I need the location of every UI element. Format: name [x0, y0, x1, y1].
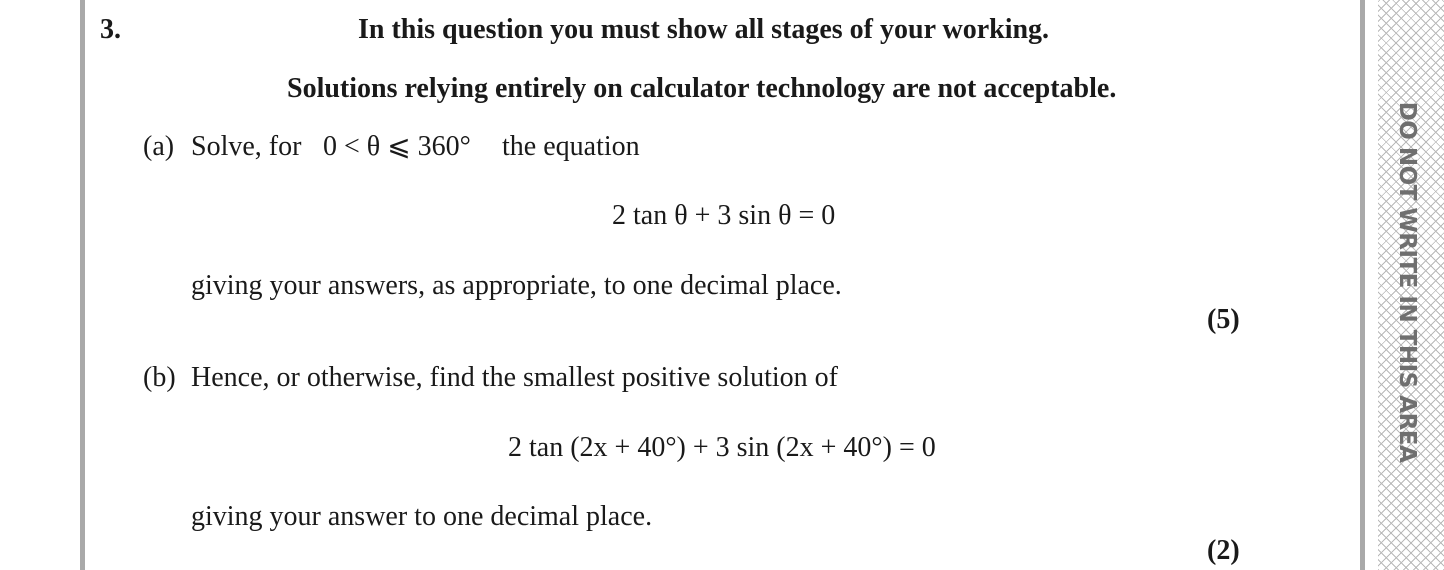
part-a-marks: (5) [1207, 304, 1240, 335]
part-a-text-after: the equation [502, 131, 640, 162]
do-not-write-label: DO NOT WRITE IN THIS AREA [1394, 101, 1420, 463]
part-a-equation: 2 tan θ + 3 sin θ = 0 [612, 200, 836, 231]
part-a-label: (a) [143, 131, 175, 162]
part-b-text: Hence, or otherwise, find the smallest positive solution of [191, 362, 838, 393]
part-b-equation: 2 tan (2x + 40°) + 3 sin (2x + 40°) = 0 [508, 432, 936, 463]
part-b-label: (b) [143, 362, 176, 393]
part-a-note: giving your answers, as appropriate, to one decimal place. [191, 270, 842, 301]
part-a-text: Solve, for [191, 131, 302, 162]
instruction-line-1: In this question you must show all stages of your working. [358, 14, 1050, 45]
instruction-line-2: Solutions relying entirely on calculator technology are not acceptable. [287, 73, 1117, 104]
left-border-line [80, 0, 85, 570]
part-b-marks: (2) [1207, 535, 1240, 566]
question-number: 3. [100, 14, 121, 45]
right-border-line [1360, 0, 1365, 570]
part-a-range: 0 < θ ⩽ 360° [323, 131, 471, 162]
part-b-note: giving your answer to one decimal place. [191, 501, 653, 532]
